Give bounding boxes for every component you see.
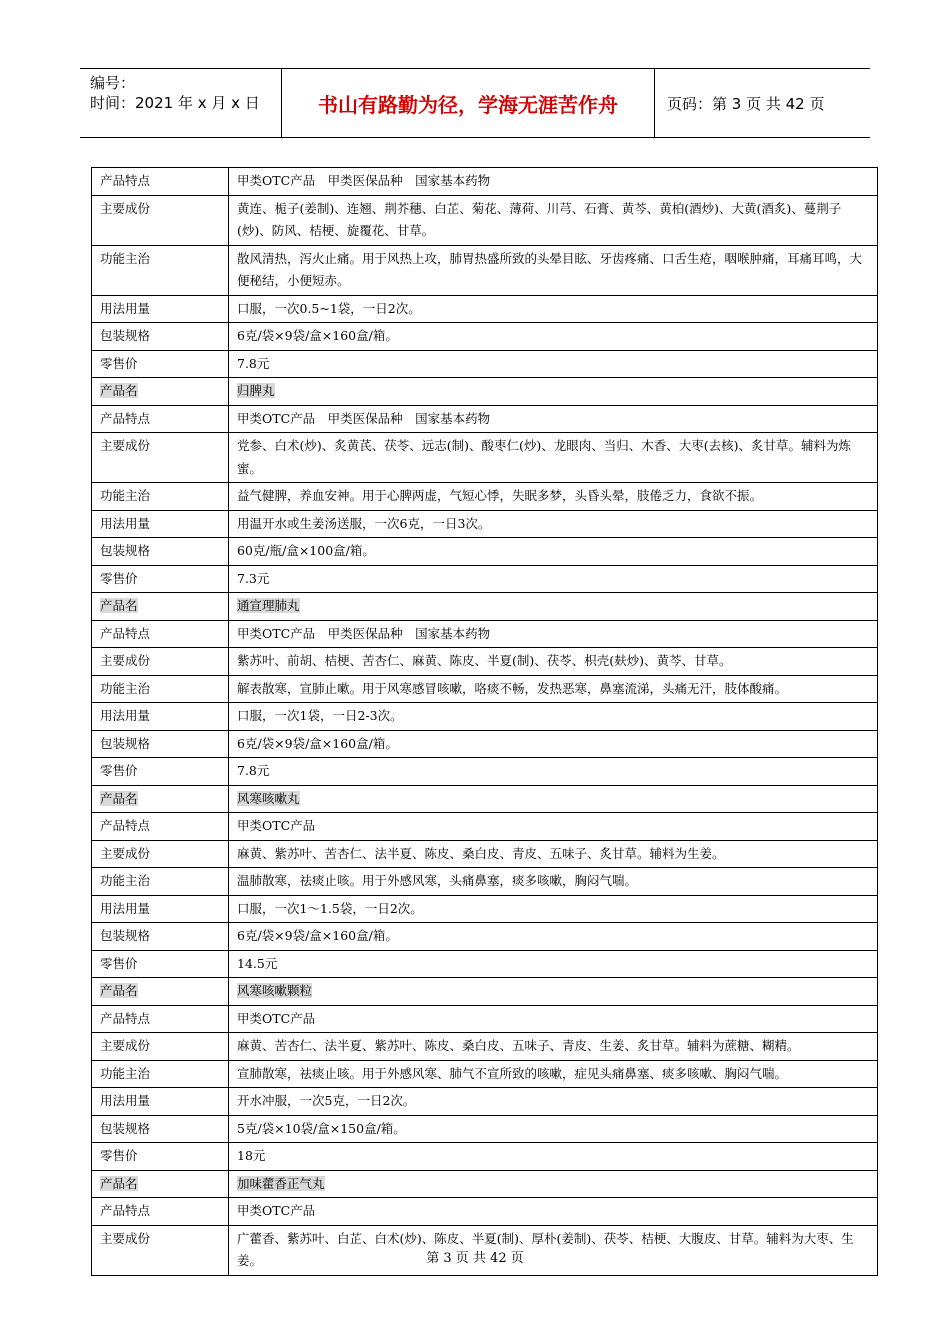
row-label: 主要成份 — [92, 195, 229, 245]
row-value: 宣肺散寒，祛痰止咳。用于外感风寒、肺气不宣所致的咳嗽，症见头痛鼻塞、痰多咳嗽、胸闷气喘。 — [229, 1060, 878, 1088]
row-label: 功能主治 — [92, 675, 229, 703]
product-name: 风寒咳嗽颗粒 — [237, 983, 313, 998]
row-label: 包装规格 — [92, 538, 229, 566]
row-label: 主要成份 — [92, 433, 229, 483]
table-row — [92, 195, 878, 245]
table-row — [92, 538, 878, 566]
table-row — [92, 433, 878, 483]
document-date: 时间：2021 年 x 月 x 日 — [90, 94, 260, 112]
header-motto: 书山有路勤为径，学海无涯苦作舟 — [282, 69, 655, 137]
row-label: 产品特点 — [92, 620, 229, 648]
table-row — [92, 1060, 878, 1088]
product-name: 风寒咳嗽丸 — [237, 790, 300, 806]
row-value: 紫苏叶、前胡、桔梗、苦杏仁、麻黄、陈皮、半夏(制)、茯苓、枳壳(麸炒)、黄芩、甘草。 — [229, 648, 878, 676]
row-value — [229, 1170, 878, 1198]
highlighted-label: 产品名 — [100, 983, 138, 998]
row-label — [92, 378, 229, 406]
row-label: 产品特点 — [92, 405, 229, 433]
row-value: 18元 — [229, 1143, 878, 1171]
product-name-row — [92, 593, 878, 621]
table-row — [92, 730, 878, 758]
row-value: 甲类OTC产品 — [229, 1198, 878, 1226]
header-meta — [80, 69, 282, 137]
row-value: 60克/瓶/盒×100盒/箱。 — [229, 538, 878, 566]
row-label: 功能主治 — [92, 245, 229, 295]
table-row — [92, 895, 878, 923]
table-row — [92, 483, 878, 511]
row-label: 用法用量 — [92, 510, 229, 538]
row-value — [229, 593, 878, 621]
table-row — [92, 323, 878, 351]
row-value: 广藿香、紫苏叶、白芷、白术(炒)、陈皮、半夏(制)、厚朴(姜制)、茯苓、桔梗、大腹皮、甘草。辅料为大枣、生姜。 — [229, 1225, 878, 1275]
row-label: 主要成份 — [92, 1033, 229, 1061]
row-label: 产品特点 — [92, 1198, 229, 1226]
row-label: 用法用量 — [92, 895, 229, 923]
row-value: 益气健脾，养血安神。用于心脾两虚，气短心悸，失眠多梦，头昏头晕，肢倦乏力，食欲不振。 — [229, 483, 878, 511]
table-row — [92, 350, 878, 378]
row-value — [229, 378, 878, 406]
row-value: 口服，一次1袋，一日2-3次。 — [229, 703, 878, 731]
product-name: 加味藿香正气丸 — [237, 1175, 325, 1191]
row-value: 7.3元 — [229, 565, 878, 593]
table-row — [92, 923, 878, 951]
row-label: 用法用量 — [92, 1088, 229, 1116]
row-label: 包装规格 — [92, 730, 229, 758]
row-value: 麻黄、紫苏叶、苦杏仁、法半夏、陈皮、桑白皮、青皮、五味子、炙甘草。辅料为生姜。 — [229, 840, 878, 868]
row-value: 7.8元 — [229, 350, 878, 378]
product-spec-table-body — [92, 168, 878, 1276]
header-page-info: 页码：第 3 页 共 42 页 — [667, 94, 825, 113]
row-label: 产品特点 — [92, 168, 229, 196]
row-label: 产品特点 — [92, 1005, 229, 1033]
row-value: 5克/袋×10袋/盒×150盒/箱。 — [229, 1115, 878, 1143]
row-value: 甲类OTC产品 — [229, 1005, 878, 1033]
table-row — [92, 703, 878, 731]
table-row — [92, 648, 878, 676]
row-value: 黄连、栀子(姜制)、连翘、荆芥穗、白芷、菊花、薄荷、川芎、石膏、黄芩、黄柏(酒炒)、大黄(酒炙)、蔓荆子(炒)、防风、桔梗、旋覆花、甘草。 — [229, 195, 878, 245]
row-label: 主要成份 — [92, 1225, 229, 1275]
product-name: 通宣理肺丸 — [237, 598, 300, 613]
table-row — [92, 565, 878, 593]
row-value: 温肺散寒，祛痰止咳。用于外感风寒，头痛鼻塞，痰多咳嗽，胸闷气喘。 — [229, 868, 878, 896]
table-row — [92, 405, 878, 433]
page-header — [80, 68, 870, 138]
highlighted-label: 产品名 — [100, 383, 138, 398]
row-label: 用法用量 — [92, 703, 229, 731]
table-row — [92, 758, 878, 786]
row-value: 6克/袋×9袋/盒×160盒/箱。 — [229, 923, 878, 951]
table-row — [92, 1033, 878, 1061]
table-row — [92, 950, 878, 978]
product-name: 归脾丸 — [237, 383, 275, 398]
highlighted-label: 产品名 — [100, 790, 138, 806]
row-label: 包装规格 — [92, 323, 229, 351]
row-label: 功能主治 — [92, 868, 229, 896]
table-row — [92, 295, 878, 323]
table-row — [92, 1115, 878, 1143]
row-label: 零售价 — [92, 350, 229, 378]
row-label: 产品特点 — [92, 813, 229, 841]
row-value: 口服，一次1～1.5袋，一日2次。 — [229, 895, 878, 923]
row-label: 主要成份 — [92, 648, 229, 676]
row-value: 散风清热，泻火止痛。用于风热上攻，肺胃热盛所致的头晕目眩、牙齿疼痛、口舌生疮，咽喉肿痛，耳痛耳鸣，大便秘结，小便短赤。 — [229, 245, 878, 295]
row-value: 口服，一次0.5~1袋，一日2次。 — [229, 295, 878, 323]
product-name-row — [92, 785, 878, 813]
table-row — [92, 813, 878, 841]
table-row — [92, 1198, 878, 1226]
row-label: 包装规格 — [92, 1115, 229, 1143]
row-label: 功能主治 — [92, 1060, 229, 1088]
row-label: 用法用量 — [92, 295, 229, 323]
row-label — [92, 785, 229, 813]
row-value: 用温开水或生姜汤送服，一次6克，一日3次。 — [229, 510, 878, 538]
row-label: 功能主治 — [92, 483, 229, 511]
row-label: 零售价 — [92, 1143, 229, 1171]
row-label: 零售价 — [92, 950, 229, 978]
row-value: 14.5元 — [229, 950, 878, 978]
table-row — [92, 510, 878, 538]
row-value: 开水冲服，一次5克，一日2次。 — [229, 1088, 878, 1116]
highlighted-label: 产品名 — [100, 598, 138, 613]
table-row — [92, 840, 878, 868]
table-row — [92, 1088, 878, 1116]
row-label: 零售价 — [92, 758, 229, 786]
row-label — [92, 1170, 229, 1198]
row-value: 甲类OTC产品 甲类医保品种 国家基本药物 — [229, 620, 878, 648]
row-value: 党参、白术(炒)、炙黄芪、茯苓、远志(制)、酸枣仁(炒)、龙眼肉、当归、木香、大枣(去核)、炙甘草。辅料为炼蜜。 — [229, 433, 878, 483]
table-row — [92, 868, 878, 896]
product-name-row — [92, 1170, 878, 1198]
table-row — [92, 1005, 878, 1033]
row-value: 甲类OTC产品 甲类医保品种 国家基本药物 — [229, 168, 878, 196]
row-value: 7.8元 — [229, 758, 878, 786]
product-name-row — [92, 378, 878, 406]
document-number-label: 编号： — [90, 74, 136, 92]
table-row — [92, 675, 878, 703]
row-label — [92, 593, 229, 621]
table-row — [92, 168, 878, 196]
highlighted-label: 产品名 — [100, 1175, 138, 1191]
row-value: 6克/袋×9袋/盒×160盒/箱。 — [229, 323, 878, 351]
page-footer: 第 3 页 共 42 页 — [426, 1251, 524, 1266]
product-spec-table — [91, 167, 878, 1276]
product-name-row — [92, 978, 878, 1006]
row-label: 零售价 — [92, 565, 229, 593]
row-value: 甲类OTC产品 甲类医保品种 国家基本药物 — [229, 405, 878, 433]
table-row — [92, 245, 878, 295]
row-label — [92, 978, 229, 1006]
table-row — [92, 1143, 878, 1171]
row-value — [229, 785, 878, 813]
row-value: 麻黄、苦杏仁、法半夏、紫苏叶、陈皮、桑白皮、五味子、青皮、生姜、炙甘草。辅料为蔗糖、糊精。 — [229, 1033, 878, 1061]
table-row — [92, 620, 878, 648]
row-value: 解表散寒，宣肺止嗽。用于风寒感冒咳嗽，咯痰不畅，发热恶寒，鼻塞流涕，头痛无汗，肢体酸痛。 — [229, 675, 878, 703]
row-value — [229, 978, 878, 1006]
row-label: 主要成份 — [92, 840, 229, 868]
row-value: 6克/袋×9袋/盒×160盒/箱。 — [229, 730, 878, 758]
row-label: 包装规格 — [92, 923, 229, 951]
row-value: 甲类OTC产品 — [229, 813, 878, 841]
